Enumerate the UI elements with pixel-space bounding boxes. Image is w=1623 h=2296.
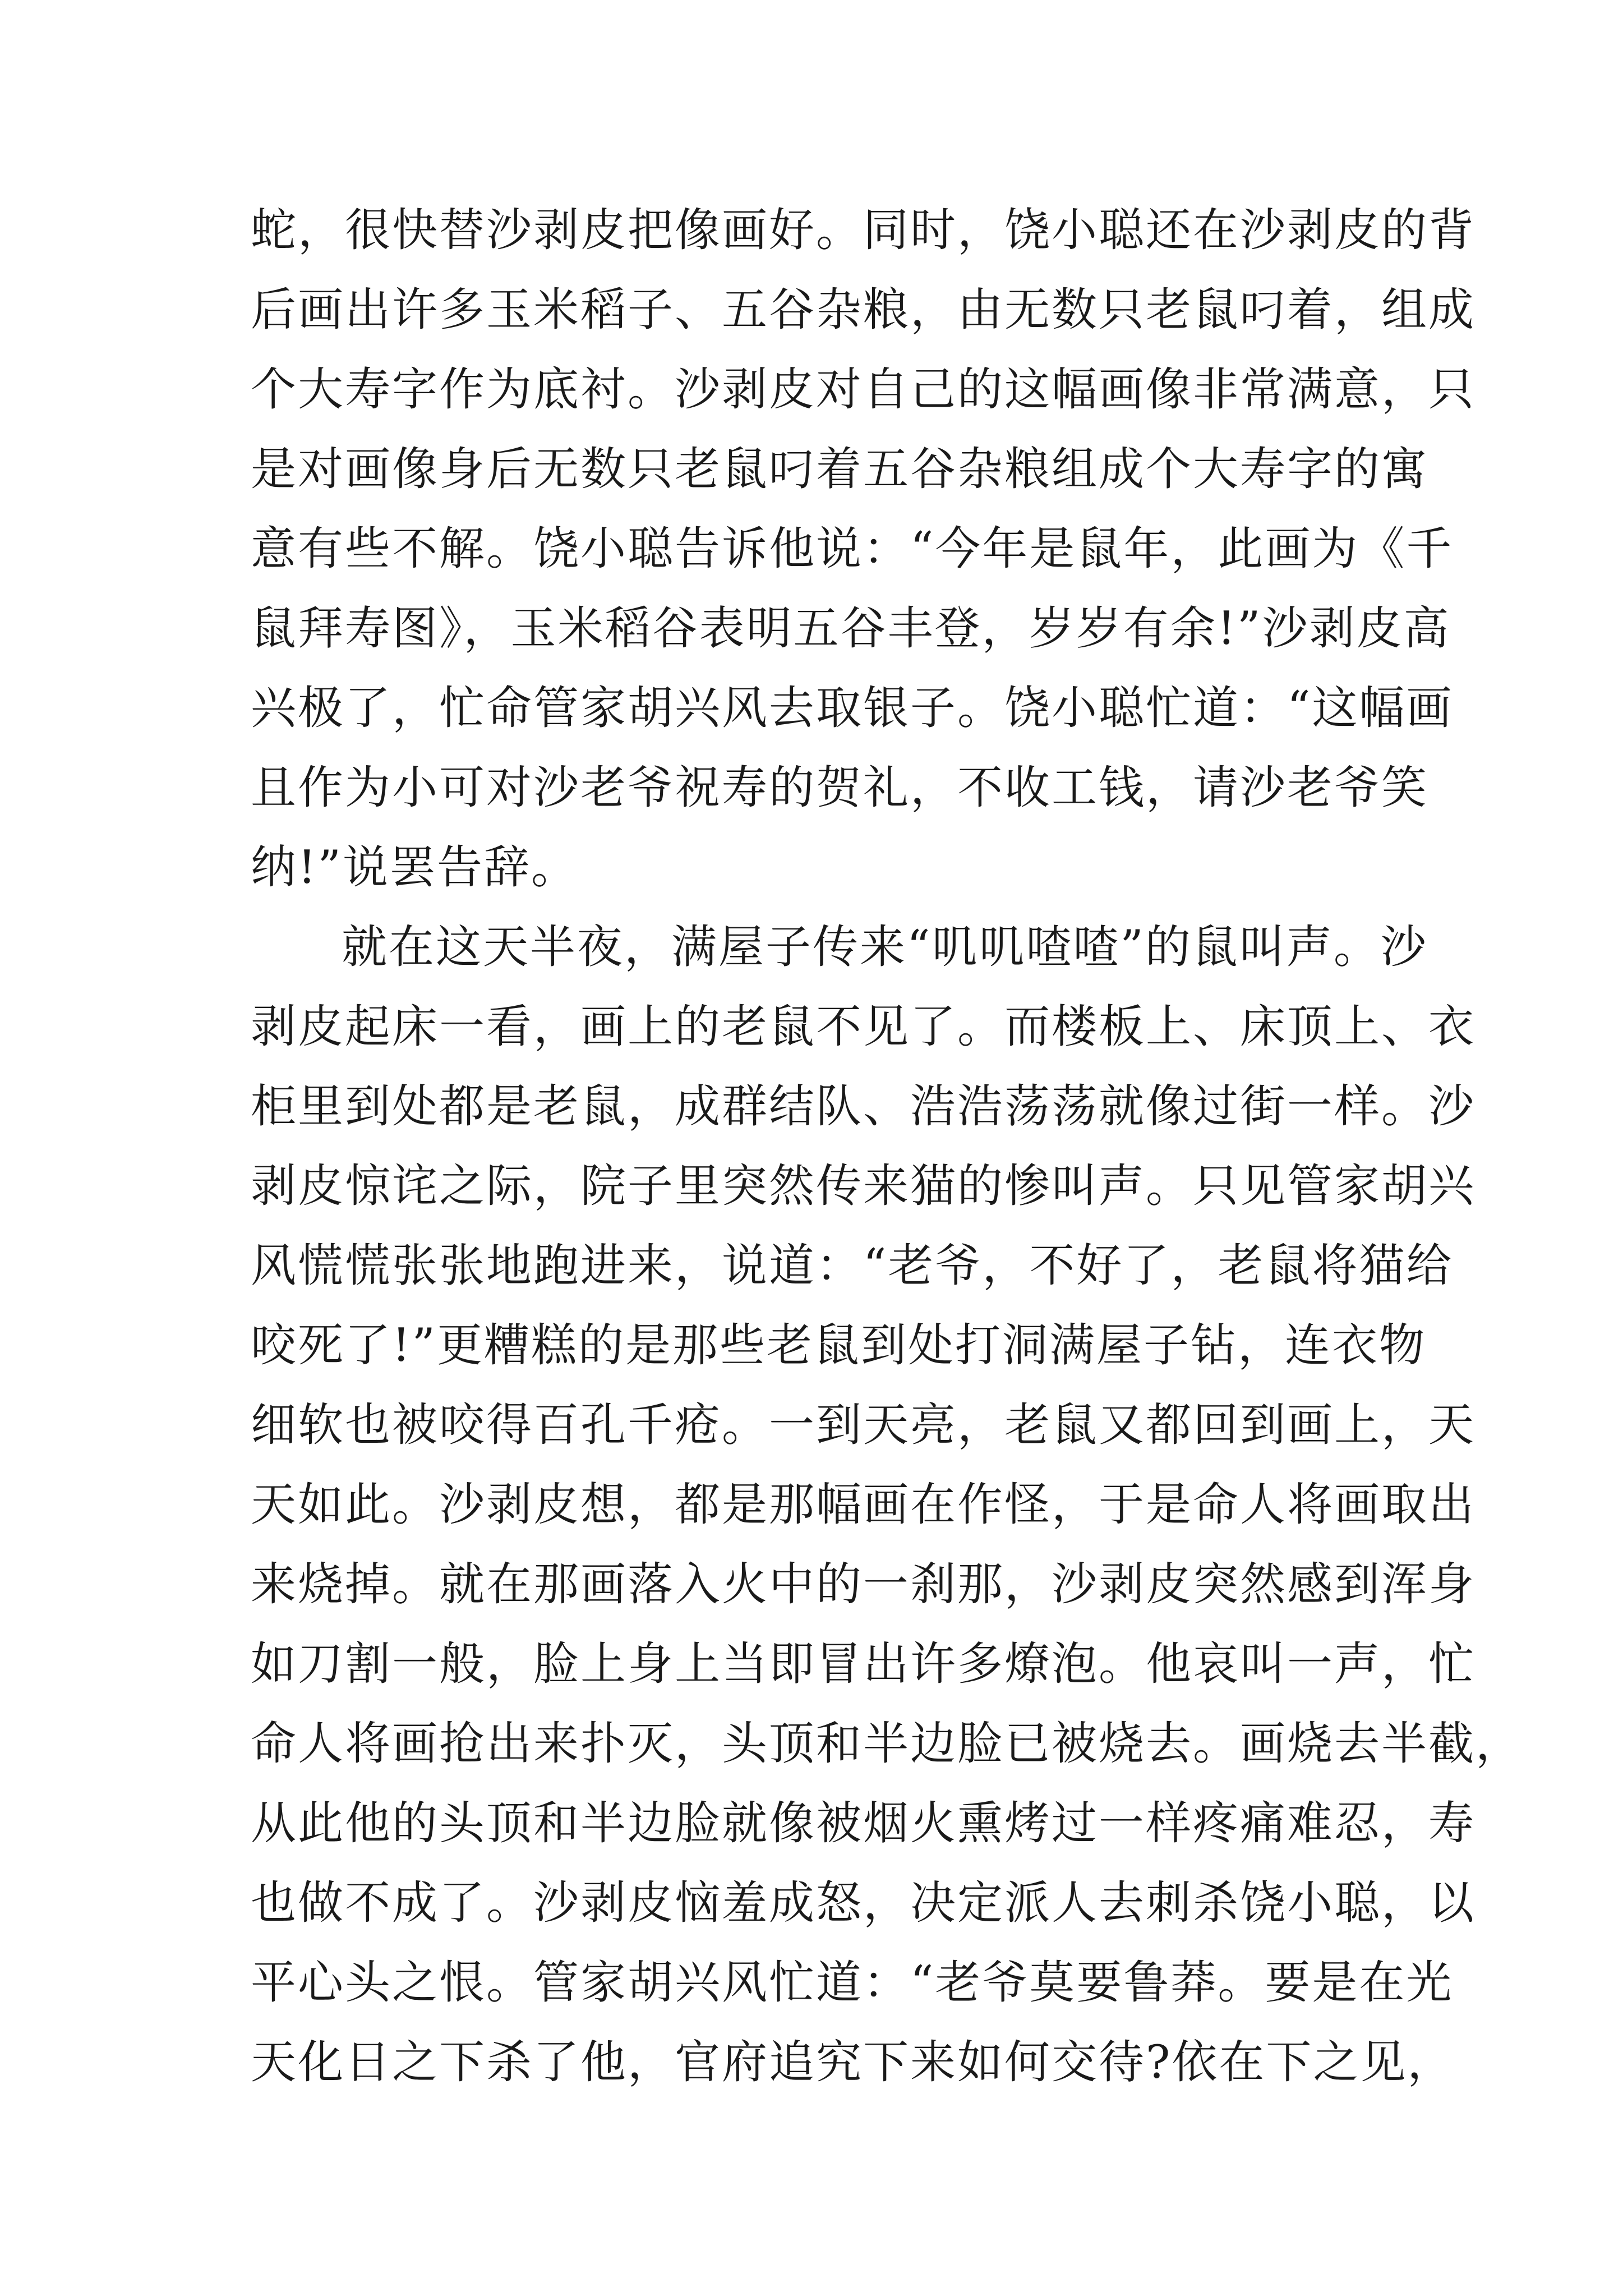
text-line: 来烧掉。就在那画落入火中的一刹那，沙剥皮突然感到浑身 (251, 1558, 1476, 1611)
text-line: 蛇，很快替沙剥皮把像画好。同时，饶小聪还在沙剥皮的背 (251, 204, 1476, 257)
paragraph-2 (251, 908, 1523, 2102)
text-line: 个大寿字作为底衬。沙剥皮对自己的这幅画像非常满意，只 (251, 364, 1476, 416)
text-line: 且作为小可对沙老爷祝寿的贺礼，不收工钱，请沙老爷笑 (251, 762, 1429, 815)
paragraph-1 (251, 191, 1476, 908)
text-line: 如刀割一般，脸上身上当即冒出许多燎泡。他哀叫一声，忙 (251, 1638, 1476, 1691)
body-text (251, 191, 1523, 2102)
text-line: 平心头之恨。管家胡兴风忙道：“老爷莫要鲁莽。要是在光 (251, 1957, 1454, 2009)
text-line: 剥皮起床一看，画上的老鼠不见了。而楼板上、床顶上、衣 (251, 1001, 1476, 1053)
text-line: 细软也被咬得百孔千疮。一到天亮，老鼠又都回到画上，天 (251, 1399, 1476, 1452)
text-line: 风慌慌张张地跑进来，说道：“老爷，不好了，老鼠将猫给 (251, 1240, 1454, 1292)
text-line: 命人将画抢出来扑灭，头顶和半边脸已被烧去。画烧去半截， (251, 1718, 1523, 1770)
text-line: 就在这天半夜，满屋子传来“叽叽喳喳”的鼠叫声。沙 (342, 921, 1428, 974)
text-line: 纳!”说罢告辞。 (251, 841, 578, 894)
text-line: 天化日之下杀了他，官府追究下来如何交待?依在下之见， (251, 2036, 1455, 2089)
text-line: 鼠拜寿图》，玉米稻谷表明五谷丰登，岁岁有余!”沙剥皮高 (251, 602, 1451, 655)
text-line: 后画出许多玉米稻子、五谷杂粮，由无数只老鼠叼着，组成 (251, 284, 1476, 337)
text-line: 天如此。沙剥皮想，都是那幅画在作怪，于是命人将画取出 (251, 1479, 1476, 1531)
text-line: 意有些不解。饶小聪告诉他说：“今年是鼠年，此画为《千 (251, 523, 1454, 576)
text-line: 咬死了!”更糟糕的是那些老鼠到处打洞满屋子钻，连衣物 (251, 1319, 1426, 1372)
text-line: 是对画像身后无数只老鼠叼着五谷杂粮组成个大寿字的寓 (251, 443, 1429, 496)
text-line: 柜里到处都是老鼠，成群结队、浩浩荡荡就像过街一样。沙 (251, 1080, 1476, 1133)
text-line: 也做不成了。沙剥皮恼羞成怒，决定派人去刺杀饶小聪，以 (251, 1877, 1476, 1930)
text-line: 剥皮惊诧之际，院子里突然传来猫的惨叫声。只见管家胡兴 (251, 1160, 1476, 1213)
text-line: 从此他的头顶和半边脸就像被烟火熏烤过一样疼痛难忍，寿 (251, 1797, 1476, 1850)
text-line: 兴极了，忙命管家胡兴风去取银子。饶小聪忙道：“这幅画 (251, 682, 1454, 735)
